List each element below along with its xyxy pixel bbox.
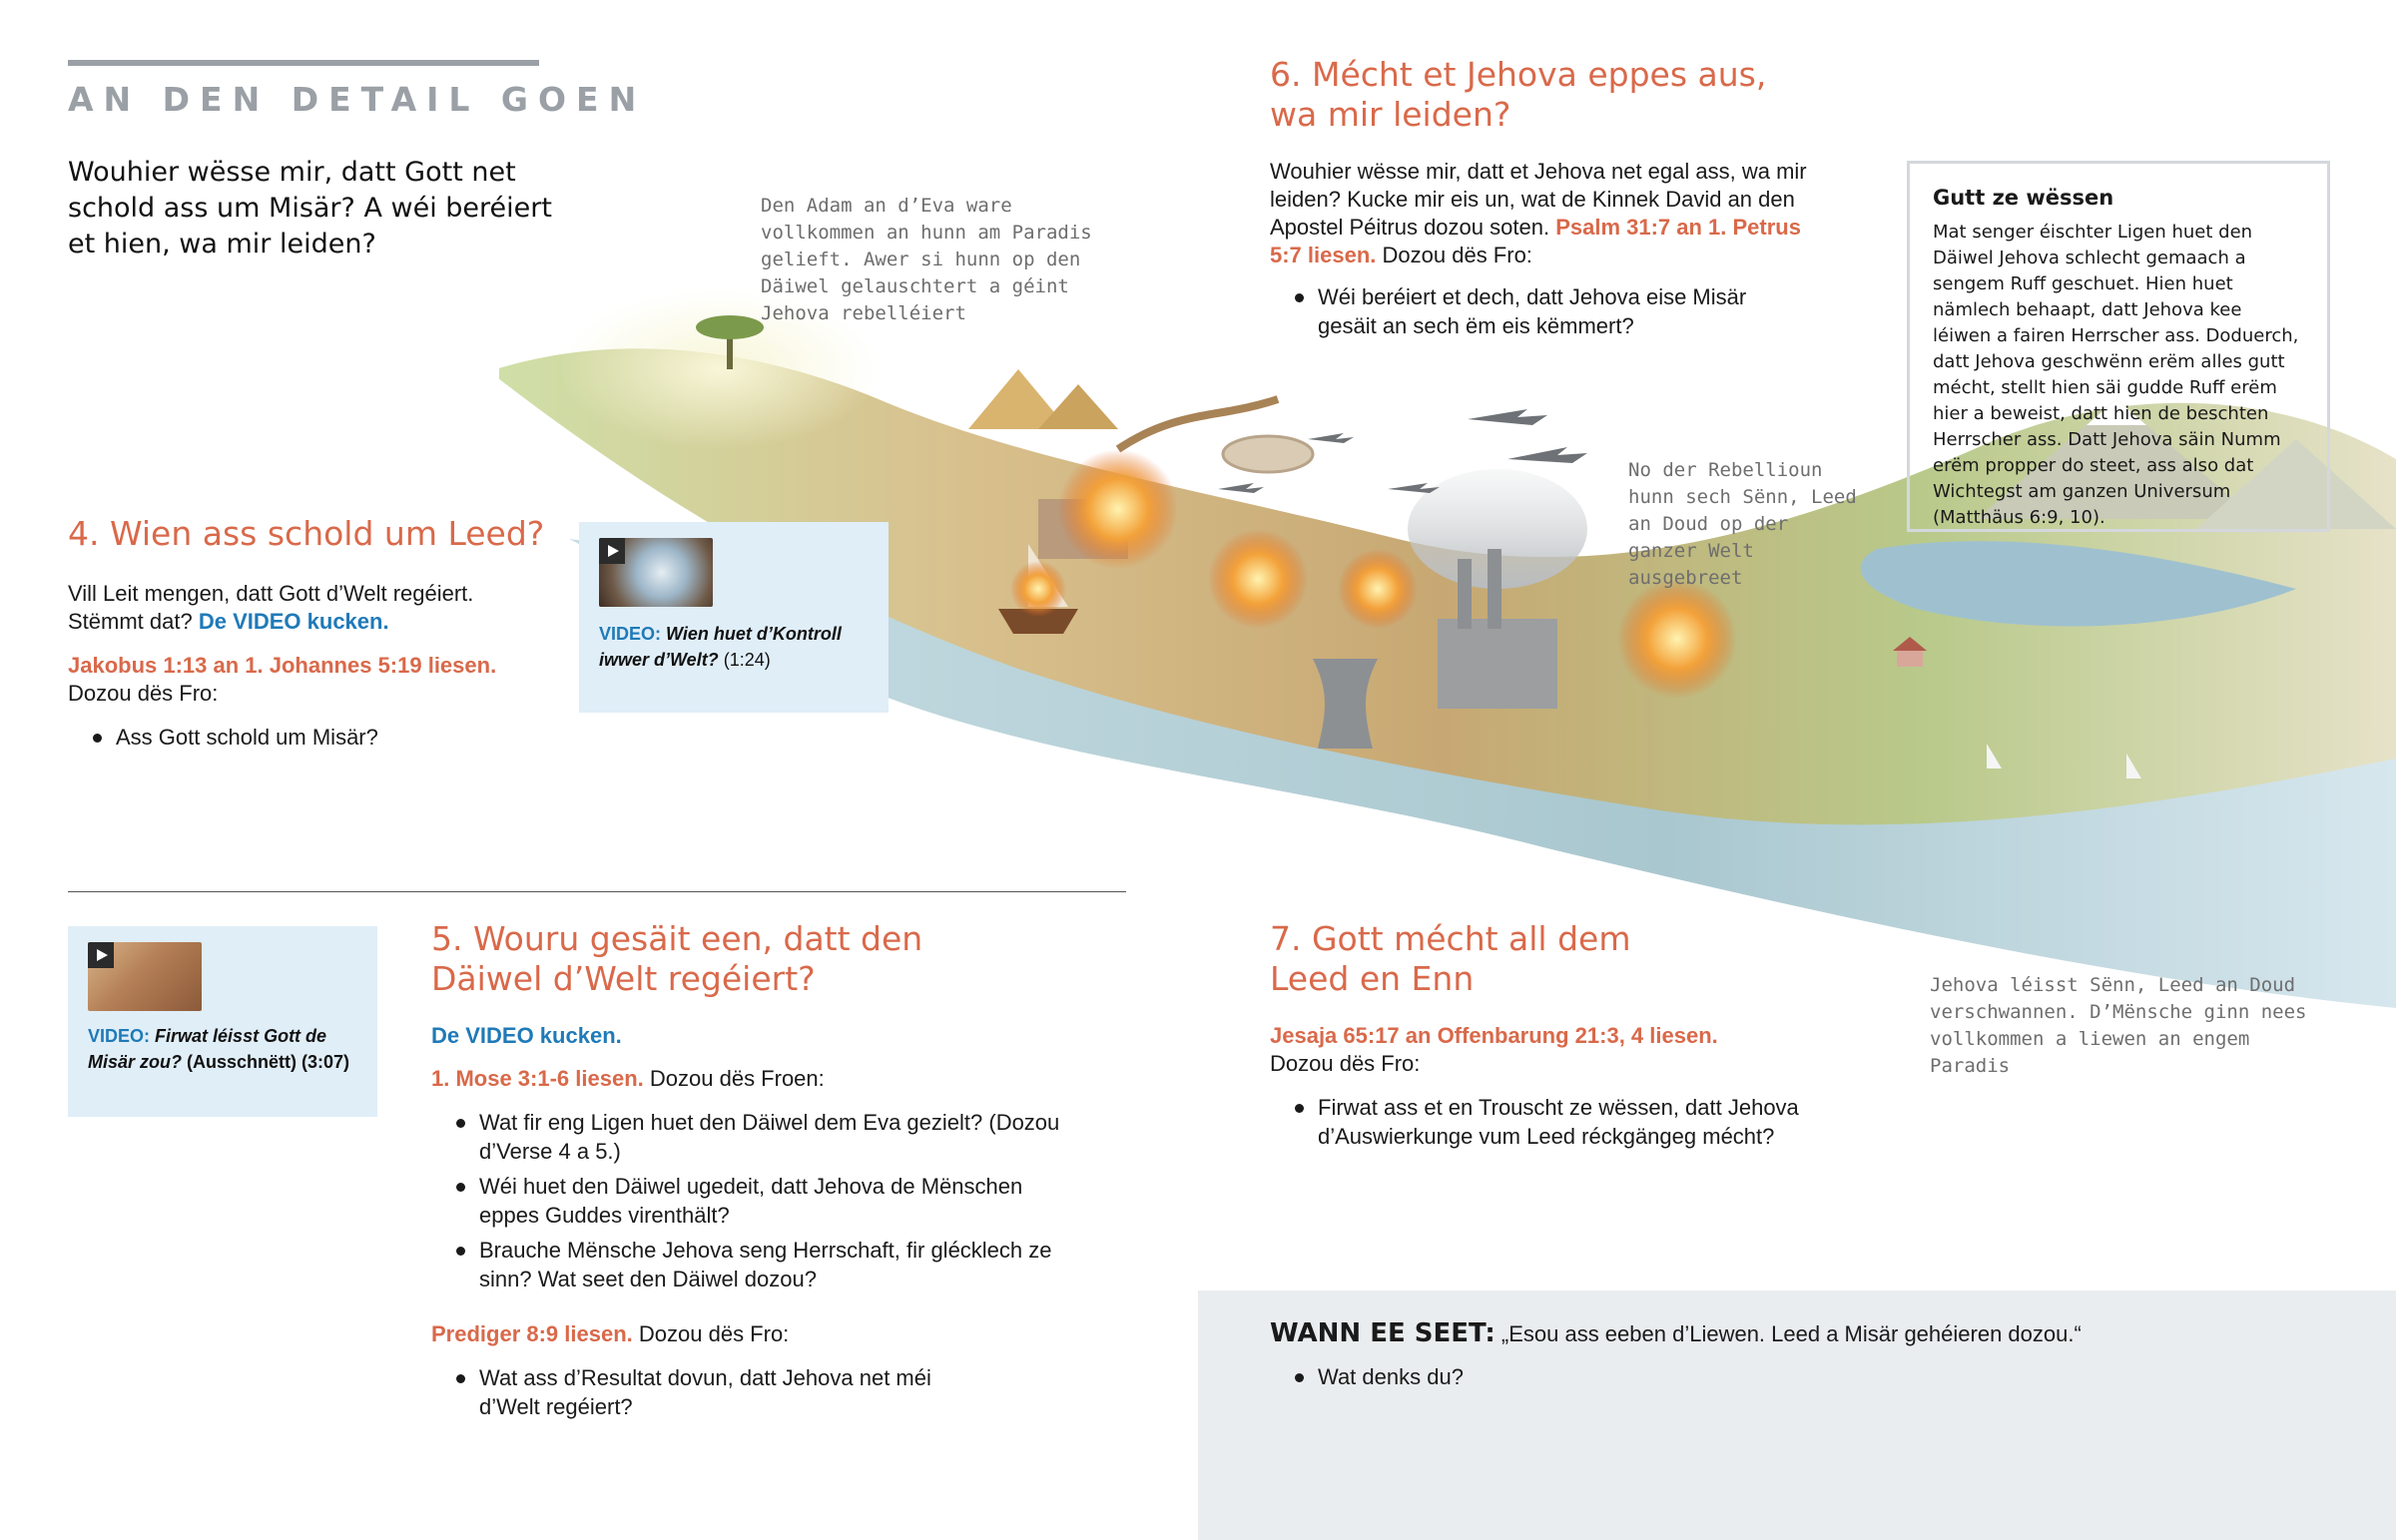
section6-reading[interactable]: Psalm 31:7 an 1. Petrus 5:7 liesen. <box>1270 215 1801 267</box>
caption-paradise: Jehova léisst Sënn, Leed an Doud verschwannen. D’Mënsche ginn nees vollkommen a liewen an engem Paradis <box>1930 974 2307 1077</box>
section4-reading[interactable]: Jakobus 1:13 an 1. Johannes 5:19 liesen. <box>68 653 497 678</box>
video-thumbnail[interactable] <box>88 942 202 1011</box>
section4-title: 4. Wien ass schold um Leed? <box>68 514 545 553</box>
sidebar-text: Mat senger éischter Ligen huet den Däiwel Jehova schlecht gemaach a sengem Ruff geschuet. Hien huet nämlech behaapt, datt Jehova kee léiwen a fairen Herrscher ass. Doduerch, datt Jehova geschwënn erëm alles gutt mécht, stellt hien säi gudde Ruff erëm hier a beweist, datt hien de beschten Herrscher ass. Datt Jehova säin Numm erëm propper do steet, ass also dat Wichtegst am ganzen Universum (Matthäus 6:9, 10). <box>1933 222 2299 528</box>
section-divider <box>68 891 1126 892</box>
question-item: Wat fir eng Ligen huet den Däiwel dem Eva gezielt? (Dozou d’Verse 4 a 5.) <box>431 1108 1070 1166</box>
section5-questions2 <box>431 1363 990 1427</box>
question-item: Wéi beréiert et dech, datt Jehova eise Misär gesäit an sech ëm eis këmmert? <box>1270 282 1789 340</box>
section6-title: 6. Mécht et Jehova eppes aus, wa mir leiden? <box>1270 55 1767 134</box>
sidebar-box <box>1907 161 2330 532</box>
video-label[interactable]: VIDEO: Firwat léisst Gott de Misär zou? (Ausschnëtt) (3:07) <box>88 1026 350 1072</box>
section6-questions <box>1270 282 1789 346</box>
video-label[interactable]: VIDEO: Wien huet d’Kontroll iwwer d’Welt? (1:24) <box>599 624 842 670</box>
section5-reading1[interactable]: 1. Mose 3:1-6 liesen. <box>431 1066 644 1091</box>
section5-title: 5. Wouru gesäit een, datt den Däiwel d’Welt regéiert? <box>431 919 923 998</box>
section5-reading2-line <box>431 1320 789 1348</box>
question-item: Ass Gott schold um Misär? <box>68 723 527 752</box>
section4-text <box>68 580 527 636</box>
section7-ask: Dozou dës Fro: <box>1270 1051 1421 1076</box>
section5-questions1 <box>431 1108 1070 1299</box>
video-box-kontroll[interactable] <box>579 522 889 713</box>
section-label: AN DEN DETAIL GOEN <box>68 80 647 119</box>
section5-ask1: Dozou dës Froen: <box>649 1066 825 1091</box>
section6-text <box>1270 158 1829 269</box>
someone-says-quote: „Esou ass eeben d’Liewen. Leed a Misär gehéieren dozou.“ <box>1500 1321 2082 1346</box>
someone-says-panel <box>1198 1290 2396 1540</box>
section7-reading[interactable]: Jesaja 65:17 an Offenbarung 21:3, 4 liesen. <box>1270 1023 1718 1048</box>
someone-says-label: WANN EE SEET: <box>1270 1318 1496 1348</box>
section5-reading2[interactable]: Prediger 8:9 liesen. <box>431 1321 633 1346</box>
section4-video-link[interactable]: De VIDEO kucken. <box>198 609 389 634</box>
question-item: Brauche Mënsche Jehova seng Herrschaft, fir glécklech ze sinn? Wat seet den Däiwel dozou? <box>431 1236 1070 1293</box>
question-item: Wéi huet den Däiwel ugedeit, datt Jehova de Mënschen eppes Guddes virenthält? <box>431 1172 1070 1230</box>
section5-ask2: Dozou dës Fro: <box>638 1321 790 1346</box>
question-item: Wat ass d’Resultat dovun, datt Jehova net méi d’Welt regéiert? <box>431 1363 990 1421</box>
sidebar-title: Gutt ze wëssen <box>1933 186 2114 210</box>
video-box-misar[interactable] <box>68 926 377 1117</box>
someone-says-line <box>1270 1318 2368 1349</box>
play-icon[interactable] <box>599 538 625 564</box>
section4-questions <box>68 723 527 758</box>
section6-intro: Wouhier wësse mir, datt et Jehova net egal ass, wa mir leiden? Kucke mir eis un, wat de Kinnek David an den Apostel Péitrus dozou soten. <box>1270 159 1807 240</box>
intro-text: Wouhier wësse mir, datt Gott net schold ass um Misär? A wéi beréiert et hien, wa mir leiden? <box>68 157 552 259</box>
section4-intro: Vill Leit mengen, datt Gott d’Welt regéiert. Stëmmt dat? <box>68 581 474 634</box>
play-icon[interactable] <box>88 942 114 968</box>
someone-says-questions <box>1270 1362 1869 1397</box>
section4-ask: Dozou dës Fro: <box>68 681 219 706</box>
caption-adam: Den Adam an d’Eva ware vollkommen an hunn am Paradis gelieft. Awer si hunn op den Däiwel gelauschtert a géint Jehova rebelléiert <box>761 195 1092 324</box>
question-item: Wat denks du? <box>1270 1362 1869 1391</box>
caption-rebellion: No der Rebellioun hunn sech Sënn, Leed an Doud op der ganzer Welt ausgebreet <box>1628 459 1857 589</box>
section5-reading1-line <box>431 1065 825 1093</box>
section7-title: 7. Gott mécht all dem Leed en Enn <box>1270 919 1631 998</box>
section6-ask: Dozou dës Fro: <box>1382 243 1532 267</box>
question-item: Firwat ass et en Trouscht ze wëssen, datt Jehova d’Auswierkunge vum Leed réckgängeg mécht? <box>1270 1093 1829 1151</box>
section5-video-link[interactable]: De VIDEO kucken. <box>431 1023 622 1048</box>
header-rule <box>68 60 539 66</box>
video-thumbnail[interactable] <box>599 538 713 607</box>
section7-questions <box>1270 1093 1829 1157</box>
